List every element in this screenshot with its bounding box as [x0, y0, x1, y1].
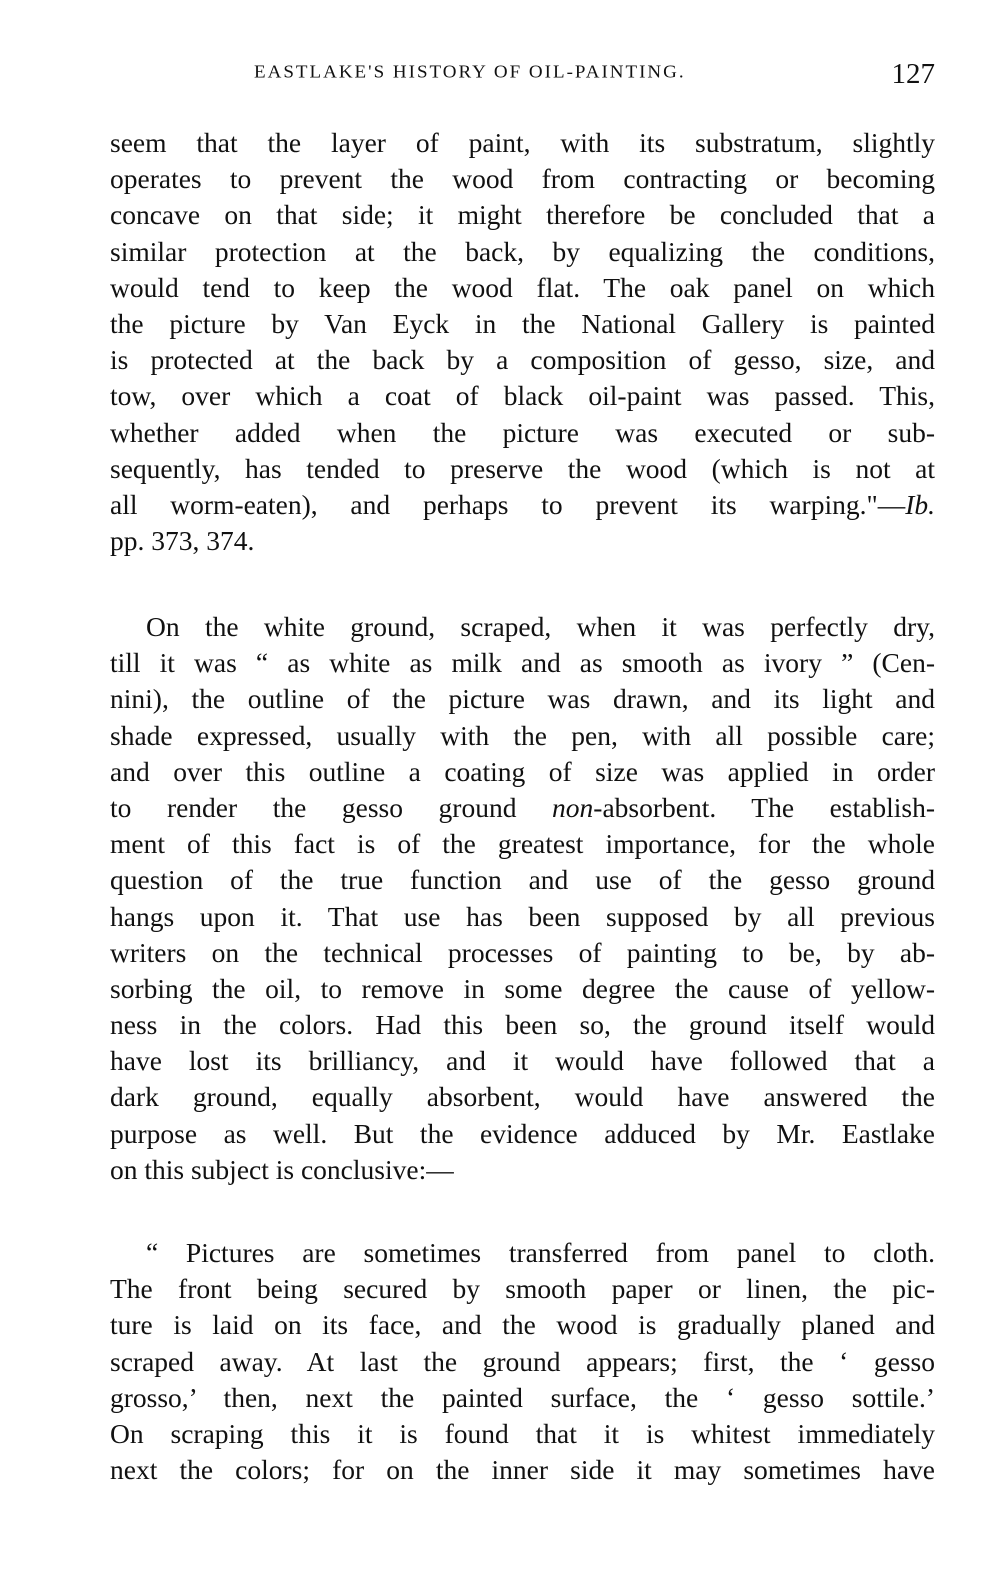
text-line: and over this outline a coating of size was applied in order — [110, 755, 935, 787]
text-line: have lost its brilliancy, and it would have followed that a — [110, 1045, 935, 1077]
text-line-with-citation — [110, 487, 935, 523]
text-line: sorbing the oil, to remove in some degree the cause of yellow- — [110, 972, 935, 1004]
text-line: is protected at the back by a composition of gesso, size, and — [110, 344, 935, 376]
text-line: scraped away. At last the ground appears; first, the ‘ gesso — [110, 1345, 935, 1377]
text-line: hangs upon it. That use has been supposed by all previous — [110, 900, 935, 932]
text-line: writers on the technical processes of painting to be, by ab- — [110, 936, 935, 968]
text-line: On scraping this it is found that it is whitest immediately — [110, 1417, 935, 1449]
text-segment: -absorbent. The establish- — [593, 791, 935, 823]
text-line: operates to prevent the wood from contracting or becoming — [110, 163, 935, 195]
text-line: ment of this fact is of the greatest importance, for the whole — [110, 828, 935, 860]
paragraph-2 — [110, 609, 935, 1188]
text-line: sequently, has tended to preserve the wood (which is not at — [110, 452, 935, 484]
running-header — [110, 60, 935, 100]
text-line: similar protection at the back, by equalizing the conditions, — [110, 235, 935, 267]
text-line: on this subject is conclusive:— — [110, 1153, 454, 1185]
text-line: would tend to keep the wood flat. The oak panel on which — [110, 271, 935, 303]
citation-ibid: Ib. — [905, 488, 935, 520]
text-line: next the colors; for on the inner side it may sometimes have — [110, 1454, 935, 1486]
text-line: till it was “ as white as milk and as smooth as ivory ” (Cen- — [110, 647, 935, 679]
text-line: “ Pictures are sometimes transferred from panel to cloth. — [146, 1237, 935, 1268]
text-line: concave on that side; it might therefore be concluded that a — [110, 199, 935, 231]
text-line: purpose as well. But the evidence adduced by Mr. Eastlake — [110, 1117, 935, 1149]
text-line: seem that the layer of paint, with its substratum, slightly — [110, 127, 935, 158]
text-line: dark ground, equally absorbent, would have answered the — [110, 1081, 935, 1113]
text-line-with-italic — [110, 790, 935, 826]
text-line: On the white ground, scraped, when it was perfectly dry, — [146, 611, 935, 642]
text-line: shade expressed, usually with the pen, with all possible care; — [110, 719, 935, 751]
text-line: pp. 373, 374. — [110, 525, 255, 557]
text-segment: all worm-eaten), and perhaps to prevent its warping."— — [110, 488, 906, 520]
text-line: The front being secured by smooth paper or linen, the pic- — [110, 1273, 935, 1305]
text-line: ture is laid on its face, and the wood is gradually planed and — [110, 1309, 935, 1341]
text-line: grosso,’ then, next the painted surface, the ‘ gesso sottile.’ — [110, 1381, 935, 1413]
text-line: tow, over which a coat of black oil-paint was passed. This, — [110, 380, 935, 412]
text-line: whether added when the picture was executed or sub- — [110, 416, 935, 448]
text-line: ness in the colors. Had this been so, the ground itself would — [110, 1009, 935, 1041]
paragraph-1 — [110, 125, 935, 559]
running-title: EASTLAKE'S HISTORY OF OIL-PAINTING. — [254, 62, 686, 83]
text-line: nini), the outline of the picture was drawn, and its light and — [110, 683, 935, 715]
page-number: 127 — [891, 58, 935, 90]
text-segment: to render the gesso ground — [110, 791, 553, 823]
paragraph-3-quotation — [110, 1235, 935, 1488]
italic-emphasis: non — [552, 791, 594, 823]
text-line: the picture by Van Eyck in the National Gallery is painted — [110, 307, 935, 339]
text-line: question of the true function and use of the gesso ground — [110, 864, 935, 896]
